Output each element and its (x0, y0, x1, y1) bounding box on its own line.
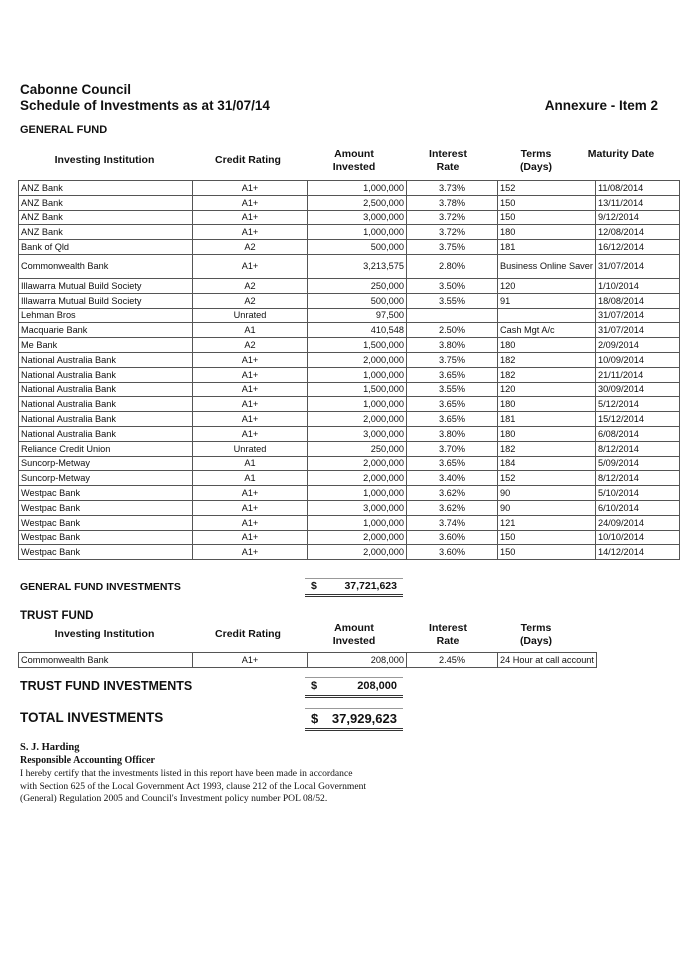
cell-interest: 3.78% (407, 195, 498, 210)
cell-amount: 1,500,000 (308, 338, 407, 353)
table-row (19, 195, 680, 210)
cell-rating: A1+ (193, 412, 308, 427)
cell-amount: 500,000 (308, 293, 407, 308)
cell-terms: 182 (498, 352, 596, 367)
cell-maturity: 21/11/2014 (595, 367, 679, 382)
cell-institution: ANZ Bank (19, 225, 193, 240)
cell-terms: 120 (498, 382, 596, 397)
cell-rating: A1+ (193, 210, 308, 225)
cell-maturity: 31/07/2014 (595, 254, 679, 278)
col-credit-rating: Credit Rating (215, 154, 281, 166)
cell-institution: Westpac Bank (19, 486, 193, 501)
cell-interest: 2.80% (407, 254, 498, 278)
table-row (19, 545, 680, 560)
table-row (19, 323, 680, 338)
cell-rating: A1+ (193, 515, 308, 530)
cell-rating: Unrated (193, 308, 308, 323)
cell-institution: Commonwealth Bank (19, 254, 193, 278)
table-row (19, 254, 680, 278)
cell-rating: A1+ (193, 397, 308, 412)
cell-rating: A1+ (193, 500, 308, 515)
cell-amount: 410,548 (308, 323, 407, 338)
cell-rating: A1+ (193, 352, 308, 367)
cell-amount: 1,000,000 (308, 367, 407, 382)
cell-rating: Unrated (193, 441, 308, 456)
cell-maturity: 2/09/2014 (595, 338, 679, 353)
signatory-role: Responsible Accounting Officer (20, 755, 155, 766)
cell-institution: National Australia Bank (19, 367, 193, 382)
cell-maturity: 24/09/2014 (595, 515, 679, 530)
table-row (19, 225, 680, 240)
cell-interest: 3.60% (407, 530, 498, 545)
cell-amount: 208,000 (308, 653, 407, 668)
cell-interest: 3.80% (407, 426, 498, 441)
cell-amount: 3,000,000 (308, 500, 407, 515)
cell-maturity: 5/12/2014 (595, 397, 679, 412)
trust-col-institution: Investing Institution (54, 628, 155, 640)
cell-rating: A1+ (193, 181, 308, 196)
cell-amount: 500,000 (308, 240, 407, 255)
cell-institution: ANZ Bank (19, 181, 193, 196)
cell-amount: 1,500,000 (308, 382, 407, 397)
cell-maturity: 10/10/2014 (595, 530, 679, 545)
cell-terms (498, 308, 596, 323)
total-investments-value: $ 37,929,623 (305, 708, 403, 731)
trust-fund-total-label: TRUST FUND INVESTMENTS (20, 679, 193, 693)
cell-institution: Westpac Bank (19, 545, 193, 560)
general-fund-total: $ 37,721,623 (305, 578, 403, 597)
cell-rating: A1+ (193, 195, 308, 210)
cell-rating: A1+ (193, 426, 308, 441)
council-name: Cabonne Council (20, 82, 131, 97)
cell-interest: 3.65% (407, 397, 498, 412)
cell-rating: A1+ (193, 530, 308, 545)
cell-interest: 3.62% (407, 486, 498, 501)
cell-institution: Westpac Bank (19, 530, 193, 545)
cell-terms: 182 (498, 367, 596, 382)
cell-institution: ANZ Bank (19, 195, 193, 210)
general-fund-title: GENERAL FUND (20, 124, 108, 136)
col-terms: Terms (Days) (519, 148, 553, 173)
cell-interest: 3.40% (407, 471, 498, 486)
cell-maturity: 8/12/2014 (595, 441, 679, 456)
cell-rating: A1 (193, 323, 308, 338)
cell-interest: 3.55% (407, 293, 498, 308)
cell-amount: 2,000,000 (308, 456, 407, 471)
cell-interest: 3.75% (407, 240, 498, 255)
cell-terms: 150 (498, 195, 596, 210)
cell-institution: National Australia Bank (19, 352, 193, 367)
cell-terms: 121 (498, 515, 596, 530)
cell-amount: 2,000,000 (308, 352, 407, 367)
cell-terms: 152 (498, 471, 596, 486)
cell-amount: 2,000,000 (308, 545, 407, 560)
cell-rating: A2 (193, 338, 308, 353)
cell-amount: 1,000,000 (308, 225, 407, 240)
cell-institution: Macquarie Bank (19, 323, 193, 338)
cell-amount: 2,000,000 (308, 412, 407, 427)
cell-interest: 3.70% (407, 441, 498, 456)
cell-institution: Westpac Bank (19, 515, 193, 530)
table-row (19, 441, 680, 456)
cell-institution: Me Bank (19, 338, 193, 353)
cell-maturity: 6/08/2014 (595, 426, 679, 441)
cell-amount: 3,213,575 (308, 254, 407, 278)
table-row (19, 278, 680, 293)
cell-maturity: 9/12/2014 (595, 210, 679, 225)
cell-maturity: 6/10/2014 (595, 500, 679, 515)
cell-terms: 90 (498, 500, 596, 515)
table-row (19, 412, 680, 427)
cell-maturity: 12/08/2014 (595, 225, 679, 240)
cell-rating: A1 (193, 456, 308, 471)
cell-amount: 250,000 (308, 278, 407, 293)
cell-terms: 24 Hour at call account (498, 653, 597, 668)
cell-rating: A2 (193, 278, 308, 293)
cell-maturity: 15/12/2014 (595, 412, 679, 427)
total-investments-label: TOTAL INVESTMENTS (20, 710, 164, 725)
table-row (19, 471, 680, 486)
cell-terms: 150 (498, 530, 596, 545)
cell-interest: 3.73% (407, 181, 498, 196)
cell-maturity: 14/12/2014 (595, 545, 679, 560)
cell-institution: ANZ Bank (19, 210, 193, 225)
trust-fund-total: $ 208,000 (305, 677, 403, 698)
cell-amount: 2,000,000 (308, 471, 407, 486)
cell-interest: 3.60% (407, 545, 498, 560)
cell-rating: A2 (193, 240, 308, 255)
table-row (19, 181, 680, 196)
cell-rating: A1+ (193, 367, 308, 382)
cell-institution: National Australia Bank (19, 382, 193, 397)
cell-terms: 180 (498, 426, 596, 441)
table-row (19, 530, 680, 545)
cell-amount: 3,000,000 (308, 210, 407, 225)
cell-terms: 120 (498, 278, 596, 293)
signatory-name: S. J. Harding (20, 742, 80, 753)
cell-interest (407, 308, 498, 323)
cell-rating: A1+ (193, 225, 308, 240)
cell-amount: 1,000,000 (308, 515, 407, 530)
cell-institution: Commonwealth Bank (19, 653, 193, 668)
table-row (19, 515, 680, 530)
cell-interest: 3.72% (407, 225, 498, 240)
cell-institution: Illawarra Mutual Build Society (19, 293, 193, 308)
general-fund-table (18, 180, 680, 560)
cell-terms: 90 (498, 486, 596, 501)
cell-institution: Westpac Bank (19, 500, 193, 515)
cell-interest: 3.65% (407, 456, 498, 471)
cell-interest: 3.80% (407, 338, 498, 353)
cell-terms: 152 (498, 181, 596, 196)
trust-col-credit-rating: Credit Rating (215, 628, 281, 640)
table-row (19, 240, 680, 255)
cell-interest: 3.62% (407, 500, 498, 515)
cell-terms: 150 (498, 210, 596, 225)
table-row (19, 397, 680, 412)
cell-interest: 3.50% (407, 278, 498, 293)
cell-institution: Bank of Qld (19, 240, 193, 255)
cell-rating: A2 (193, 293, 308, 308)
table-row (19, 456, 680, 471)
table-row (19, 352, 680, 367)
cell-maturity: 11/08/2014 (595, 181, 679, 196)
cell-maturity: 13/11/2014 (595, 195, 679, 210)
cell-interest: 2.50% (407, 323, 498, 338)
cell-maturity: 18/08/2014 (595, 293, 679, 308)
cell-rating: A1 (193, 471, 308, 486)
cell-amount: 2,000,000 (308, 530, 407, 545)
col-institution: Investing Institution (54, 154, 155, 166)
cell-maturity: 5/09/2014 (595, 456, 679, 471)
cell-rating: A1+ (193, 545, 308, 560)
table-row (19, 500, 680, 515)
cell-institution: Suncorp-Metway (19, 456, 193, 471)
table-row (19, 382, 680, 397)
cell-maturity: 5/10/2014 (595, 486, 679, 501)
trust-fund-title: TRUST FUND (20, 610, 94, 622)
annexure-label: Annexure - Item 2 (544, 98, 658, 113)
cell-interest: 3.55% (407, 382, 498, 397)
cell-institution: National Australia Bank (19, 412, 193, 427)
cell-interest: 3.74% (407, 515, 498, 530)
cell-rating: A1+ (193, 382, 308, 397)
cell-institution: Illawarra Mutual Build Society (19, 278, 193, 293)
cell-amount: 97,500 (308, 308, 407, 323)
cell-rating: A1+ (193, 254, 308, 278)
certification-text: I hereby certify that the investments listed in this report have been made in accordance with Section 625 of the Local Government Act 1993, clause 212 of the Local Government (General) Regulation 2005 and Council's Investment policy number POL 08/52. (20, 768, 367, 804)
col-interest: Interest Rate (429, 148, 467, 173)
cell-maturity: 31/07/2014 (595, 308, 679, 323)
cell-maturity: 30/09/2014 (595, 382, 679, 397)
trust-fund-table (18, 652, 597, 668)
cell-amount: 2,500,000 (308, 195, 407, 210)
cell-amount: 1,000,000 (308, 181, 407, 196)
cell-terms: 180 (498, 397, 596, 412)
col-amount: Amount Invested (332, 148, 376, 173)
cell-terms: Business Online Saver (498, 254, 596, 278)
cell-terms: 180 (498, 225, 596, 240)
cell-rating: A1+ (193, 486, 308, 501)
table-row (19, 486, 680, 501)
cell-maturity: 8/12/2014 (595, 471, 679, 486)
cell-rating: A1+ (193, 653, 308, 668)
cell-terms: 91 (498, 293, 596, 308)
cell-terms: 184 (498, 456, 596, 471)
cell-interest: 3.72% (407, 210, 498, 225)
cell-institution: Lehman Bros (19, 308, 193, 323)
trust-col-interest: Interest Rate (429, 622, 467, 647)
cell-terms: 180 (498, 338, 596, 353)
cell-institution: Reliance Credit Union (19, 441, 193, 456)
trust-col-amount: Amount Invested (332, 622, 376, 647)
table-row (19, 338, 680, 353)
table-row (19, 210, 680, 225)
cell-interest: 3.65% (407, 412, 498, 427)
cell-terms: 181 (498, 240, 596, 255)
cell-terms: Cash Mgt A/c (498, 323, 596, 338)
table-row (19, 308, 680, 323)
table-row (19, 367, 680, 382)
cell-interest: 3.65% (407, 367, 498, 382)
cell-amount: 3,000,000 (308, 426, 407, 441)
table-row (19, 293, 680, 308)
cell-terms: 150 (498, 545, 596, 560)
cell-institution: National Australia Bank (19, 426, 193, 441)
cell-maturity: 16/12/2014 (595, 240, 679, 255)
cell-maturity: 1/10/2014 (595, 278, 679, 293)
col-maturity: Maturity Date (587, 148, 655, 160)
trust-col-terms: Terms (Days) (519, 622, 553, 647)
cell-maturity: 10/09/2014 (595, 352, 679, 367)
cell-interest: 2.45% (407, 653, 498, 668)
cell-terms: 181 (498, 412, 596, 427)
cell-amount: 250,000 (308, 441, 407, 456)
cell-institution: National Australia Bank (19, 397, 193, 412)
cell-maturity: 31/07/2014 (595, 323, 679, 338)
table-row (19, 653, 597, 668)
cell-interest: 3.75% (407, 352, 498, 367)
general-fund-total-label: GENERAL FUND INVESTMENTS (20, 581, 181, 593)
cell-terms: 182 (498, 441, 596, 456)
schedule-title: Schedule of Investments as at 31/07/14 (20, 98, 270, 113)
cell-amount: 1,000,000 (308, 486, 407, 501)
table-row (19, 426, 680, 441)
cell-amount: 1,000,000 (308, 397, 407, 412)
cell-institution: Suncorp-Metway (19, 471, 193, 486)
